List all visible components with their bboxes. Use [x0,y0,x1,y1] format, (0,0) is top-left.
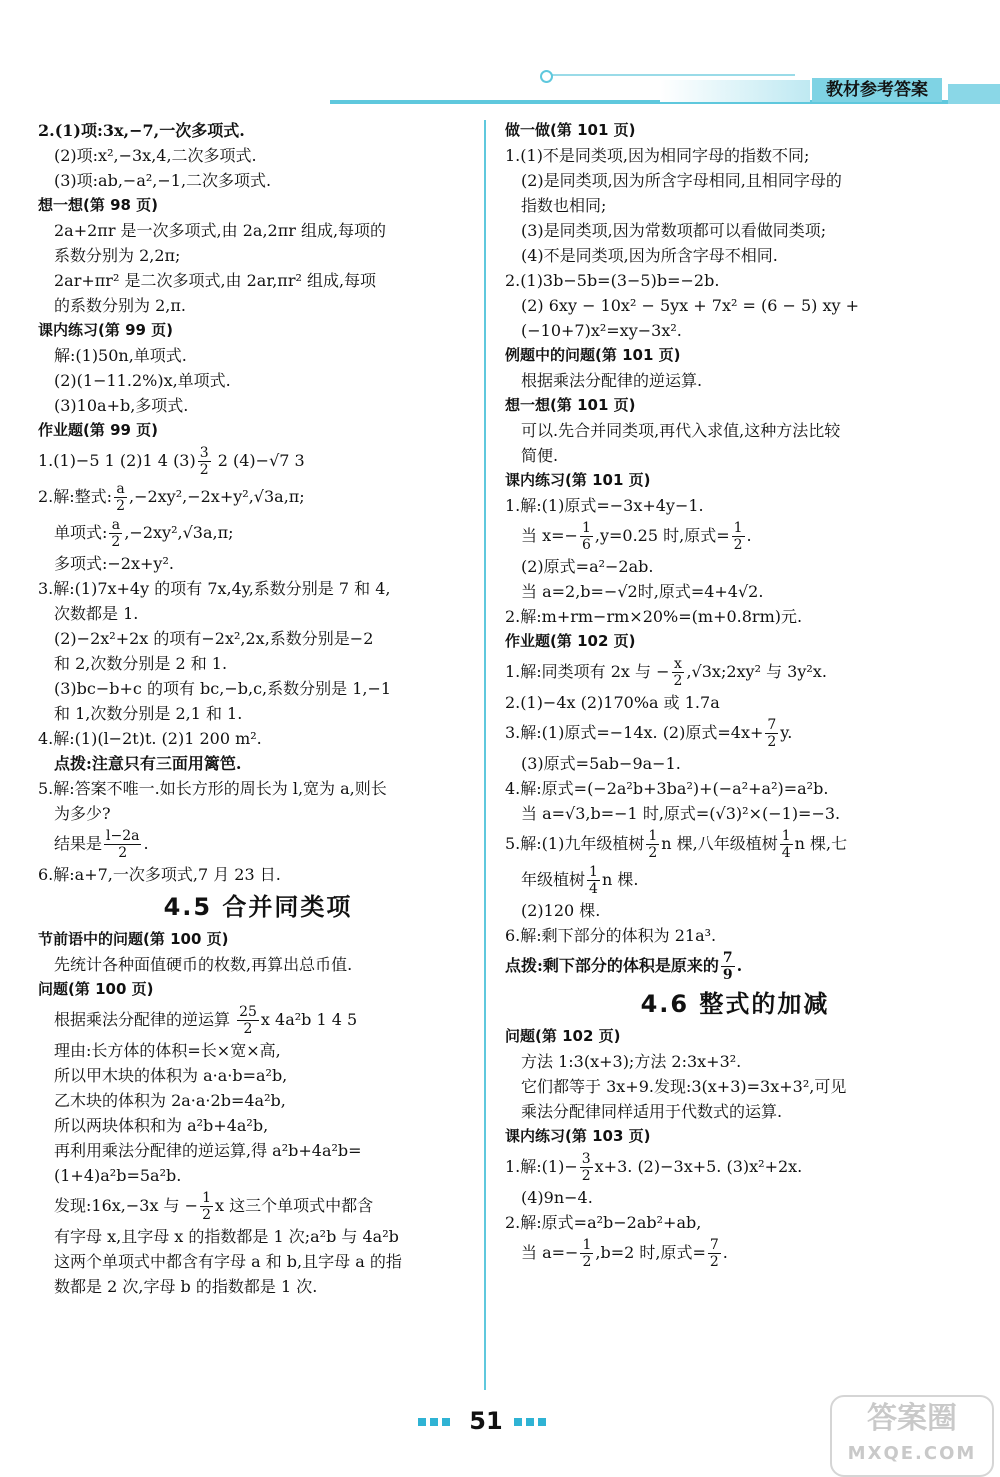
right-column [505,118,965,1271]
text-run: 2 (4)−√7 3 [212,451,305,470]
text-line: (2)项:x²,−3x,4,二次多项式. [54,146,257,165]
fraction [200,1190,213,1223]
text-line: 2.(1)3b−5b=(3−5)b=−2b. [505,271,720,290]
text-run: 点拨:剩下部分的体积是原来的 [505,956,719,975]
fraction-denominator: 6 [581,537,591,553]
text-line: 数都是 2 次,字母 b 的指数都是 1 次. [54,1277,318,1296]
section-heading: 课内练习(第 99 页) [38,321,174,339]
text-run: 根据乘法分配律的逆运算 [54,1010,236,1029]
footer-square-ornament [442,1418,450,1426]
text-run: n 棵,八年级植树 [661,834,778,853]
text-run: ,√3x;2xy² 与 3y²x. [686,662,827,681]
footer-square-ornament [514,1418,522,1426]
text-line: 可以.先合并同类项,再代入求值,这种方法比较 [521,421,841,440]
text-line: 2.解:m+rm−rm×20%=(m+0.8rm)元. [505,607,803,626]
footer-square-ornament [418,1418,426,1426]
fraction-denominator: 2 [767,734,777,750]
fraction-numerator: 1 [781,828,791,844]
text-line: 和 1,次数分别是 2,1 和 1. [54,704,243,723]
header-rule-thin [545,74,795,76]
fraction-numerator: 1 [581,520,591,536]
header-title: 教材参考答案 [812,78,942,102]
text-line: 简便. [521,446,559,465]
text-run: . [736,956,743,975]
text-run: . [746,526,752,545]
fraction [780,828,793,861]
text-run: 年级植树 [521,870,586,889]
text-run: n 棵,七 [794,834,848,853]
text-line: 和 2,次数分别是 2 和 1. [54,654,228,673]
text-line [505,715,965,751]
text-run: 1.(1)−5 1 (2)1 4 (3) [38,451,196,470]
text-line: 方法 1:3(x+3);方法 2:3x+3². [521,1052,742,1071]
text-line: (4)9n−4. [521,1188,593,1207]
fraction-denominator: 2 [116,498,125,514]
text-line: (3)项:ab,−a²,−1,二次多项式. [54,171,272,190]
tip-line [505,948,965,984]
text-line: (2)是同类项,因为所含字母相同,且相同字母的 [521,171,842,190]
fraction-numerator: a [114,481,127,498]
fraction [721,950,735,983]
text-run: n 棵. [601,870,639,889]
fraction-denominator: 2 [673,673,683,689]
fraction-numerator: l−2a [106,828,140,844]
watermark-logo [830,1395,994,1477]
text-line: (3)10a+b,多项式. [54,396,189,415]
fraction-numerator: 7 [722,950,733,966]
section-heading: 课内练习(第 101 页) [505,471,651,489]
section-heading: 例题中的问题(第 101 页) [505,346,681,364]
fraction-denominator: 2 [648,845,658,861]
text-run: 单项式: [54,523,108,542]
fraction-numerator: 1 [582,1237,592,1253]
text-line: 多项式:−2x+y². [54,554,174,573]
fraction [672,656,685,689]
text-line: 当 a=2,b=−√2时,原式=4+4√2. [521,582,764,601]
fraction [708,1237,721,1270]
text-line [38,1188,478,1224]
fraction-denominator: 2 [581,1168,591,1184]
text-line [505,518,965,554]
section-heading: 问题(第 102 页) [505,1027,621,1045]
text-line: 6.解:a+7,一次多项式,7 月 23 日. [38,865,281,884]
fraction-denominator: 2 [709,1254,719,1270]
text-run: 1.解:(1)− [505,1157,578,1176]
text-line: (2) 6xy − 10x² − 5yx + 7x² = (6 − 5) xy + [521,296,860,315]
text-line [38,479,478,515]
text-line: 理由:长方体的体积=长×宽×高, [54,1041,281,1060]
fraction-numerator: a [109,517,122,534]
text-line: 2.(1)项:3x,−7,一次多项式. [38,121,245,140]
footer-square-ornament [430,1418,438,1426]
text-line: 2.解:原式=a²b−2ab²+ab, [505,1213,702,1232]
fraction-numerator: 1 [733,520,743,536]
text-line: (2)−2x²+2x 的项有−2x²,2x,系数分别是−2 [54,629,374,648]
text-line [38,443,478,479]
text-line: (1+4)a²b=5a²b. [54,1166,182,1185]
text-line: 次数都是 1. [54,604,139,623]
fraction-numerator: 3 [199,445,209,461]
text-run: . [722,1243,728,1262]
text-line: (4)不是同类项,因为所含字母不相同. [521,246,778,265]
section-heading: 作业题(第 99 页) [38,421,159,439]
fraction [580,1151,593,1184]
text-run: ,b=2 时,原式= [595,1243,706,1262]
fraction-numerator: 1 [589,864,598,880]
text-line: 3.解:(1)7x+4y 的项有 7x,4y,系数分别是 7 和 4, [38,579,391,598]
header-tab-ornament [948,84,1000,104]
text-line: (2)120 棵. [521,901,601,920]
fraction-denominator: 4 [589,881,598,897]
text-line: (3)是同类项,因为常数项都可以看做同类项; [521,221,827,240]
text-line: 解:(1)50n,单项式. [54,346,187,365]
fraction [587,864,600,897]
text-line: 再利用乘法分配律的逆运算,得 a²b+4a²b= [54,1141,362,1160]
text-line: 2ar+πr² 是二次多项式,由 2ar,πr² 组成,每项 [54,271,377,290]
text-run: ,−2xy²,√3a,π; [124,523,234,542]
text-line [505,826,965,862]
text-line: 乙木块的体积为 2a·a·2b=4a²b, [54,1091,286,1110]
text-line: 当 a=√3,b=−1 时,原式=(√3)²×(−1)=−3. [521,804,841,823]
fraction-numerator: 1 [202,1190,211,1206]
text-line: 的系数分别为 2,π. [54,296,186,315]
fraction-denominator: 2 [111,534,121,550]
text-run: x 4a²b 1 4 5 [260,1010,358,1029]
text-line: 6.解:剩下部分的体积为 21a³. [505,926,717,945]
text-line: 所以两块体积和为 a²b+4a²b, [54,1116,269,1135]
fraction-numerator: x [672,656,685,673]
text-line: 先统计各种面值硬币的枚数,再算出总币值. [54,955,353,974]
section-heading: 想一想(第 98 页) [38,196,159,214]
header-dot-ornament [540,70,553,83]
text-line [38,1002,478,1038]
fraction-numerator: 1 [648,828,658,844]
text-line: 1.解:(1)原式=−3x+4y−1. [505,496,704,515]
text-line: 指数也相同; [521,196,607,215]
section-heading: 想一想(第 101 页) [505,396,636,414]
fraction-denominator: 9 [722,967,733,983]
section-heading: 作业题(第 102 页) [505,632,636,650]
fraction-denominator: 2 [202,1207,211,1223]
fraction [109,517,122,550]
text-line [38,515,478,551]
fraction-numerator: 7 [767,717,777,733]
text-run: 发现:16x,−3x 与 − [54,1196,199,1215]
fraction [114,481,127,514]
text-line [505,1149,965,1185]
text-line: 乘法分配律同样适用于代数式的运算. [521,1102,783,1121]
text-run: 3.解:(1)原式=−14x. (2)原式=4x+ [505,723,764,742]
text-line: 2.(1)−4x (2)170%a 或 1.7a [505,693,720,712]
text-line: 它们都等于 3x+9.发现:3(x+3)=3x+3²,可见 [521,1077,847,1096]
section-heading: 问题(第 100 页) [38,980,154,998]
left-column [38,118,478,1299]
page-number: 51 [469,1407,503,1435]
text-line [505,1235,965,1271]
text-line: 2a+2πr 是一次多项式,由 2a,2πr 组成,每项的 [54,221,387,240]
text-line: 为多少? [54,804,111,823]
header-gradient-band [660,80,810,102]
text-line: (3)bc−b+c 的项有 bc,−b,c,系数分别是 1,−1 [54,679,392,698]
text-line: 根据乘法分配律的逆运算. [521,371,703,390]
text-line: (3)原式=5ab−9a−1. [521,754,681,773]
text-line: (−10+7)x²=xy−3x². [521,321,682,340]
text-run: 5.解:(1)九年级植树 [505,834,645,853]
fraction-denominator: 4 [781,845,791,861]
fraction [580,520,593,553]
text-run: y. [780,723,793,742]
fraction-numerator: 7 [709,1237,719,1253]
text-line: 4.解:(1)(l−2t)t. (2)1 200 m². [38,729,262,748]
fraction [198,445,211,478]
fraction-denominator: 2 [199,462,209,478]
text-line [38,826,478,862]
text-line: 所以甲木块的体积为 a·a·b=a²b, [54,1066,288,1085]
fraction-numerator: 25 [239,1004,257,1020]
text-run: 1.解:同类项有 2x 与 − [505,662,670,681]
text-run: x 这三个单项式中都含 [214,1196,374,1215]
watermark-site: MXQE.COM [847,1443,977,1464]
text-run: 当 a=− [521,1243,579,1262]
text-line: (2)(1−11.2%)x,单项式. [54,371,231,390]
fraction-denominator: 2 [118,845,128,861]
text-run: x+3. (2)−3x+5. (3)x²+2x. [594,1157,803,1176]
fraction [237,1004,259,1037]
fraction [646,828,659,861]
column-divider [484,120,486,1390]
fraction-denominator: 2 [733,537,743,553]
text-run: . [143,834,149,853]
section-title: 4.6 整式的加减 [640,990,830,1018]
section-heading: 课内练习(第 103 页) [505,1127,651,1145]
fraction [765,717,778,750]
text-line: 4.解:原式=(−2a²b+3ba²)+(−a²+a²)=a²b. [505,779,829,798]
text-run: 2.解:整式: [38,487,113,506]
fraction-denominator: 2 [582,1254,592,1270]
text-line: 系数分别为 2,2π; [54,246,181,265]
tip-line: 点拨:注意只有三面用篱笆. [54,754,242,773]
text-line [505,862,965,898]
section-title: 4.5 合并同类项 [163,893,353,921]
fraction [104,828,141,861]
text-run: ,y=0.25 时,原式= [594,526,730,545]
text-line [505,654,965,690]
text-run: 当 x=− [521,526,578,545]
watermark-logo-text: 答案圈 [867,1401,957,1436]
fraction-numerator: 3 [581,1151,591,1167]
text-run: 结果是 [54,834,103,853]
fraction [732,520,745,553]
text-line: (2)原式=a²−2ab. [521,557,654,576]
fraction-denominator: 2 [243,1021,253,1037]
fraction [580,1237,593,1270]
text-run: ,−2xy²,−2x+y²,√3a,π; [128,487,305,506]
text-line: 有字母 x,且字母 x 的指数都是 1 次;a²b 与 4a²b [54,1227,399,1246]
text-line: 这两个单项式中都含有字母 a 和 b,且字母 a 的指 [54,1252,402,1271]
footer-square-ornament [538,1418,546,1426]
text-line: 1.(1)不是同类项,因为相同字母的指数不同; [505,146,810,165]
section-heading: 节前语中的问题(第 100 页) [38,930,229,948]
section-heading: 做一做(第 101 页) [505,121,636,139]
text-line: 5.解:答案不唯一.如长方形的周长为 l,宽为 a,则长 [38,779,387,798]
footer-square-ornament [526,1418,534,1426]
